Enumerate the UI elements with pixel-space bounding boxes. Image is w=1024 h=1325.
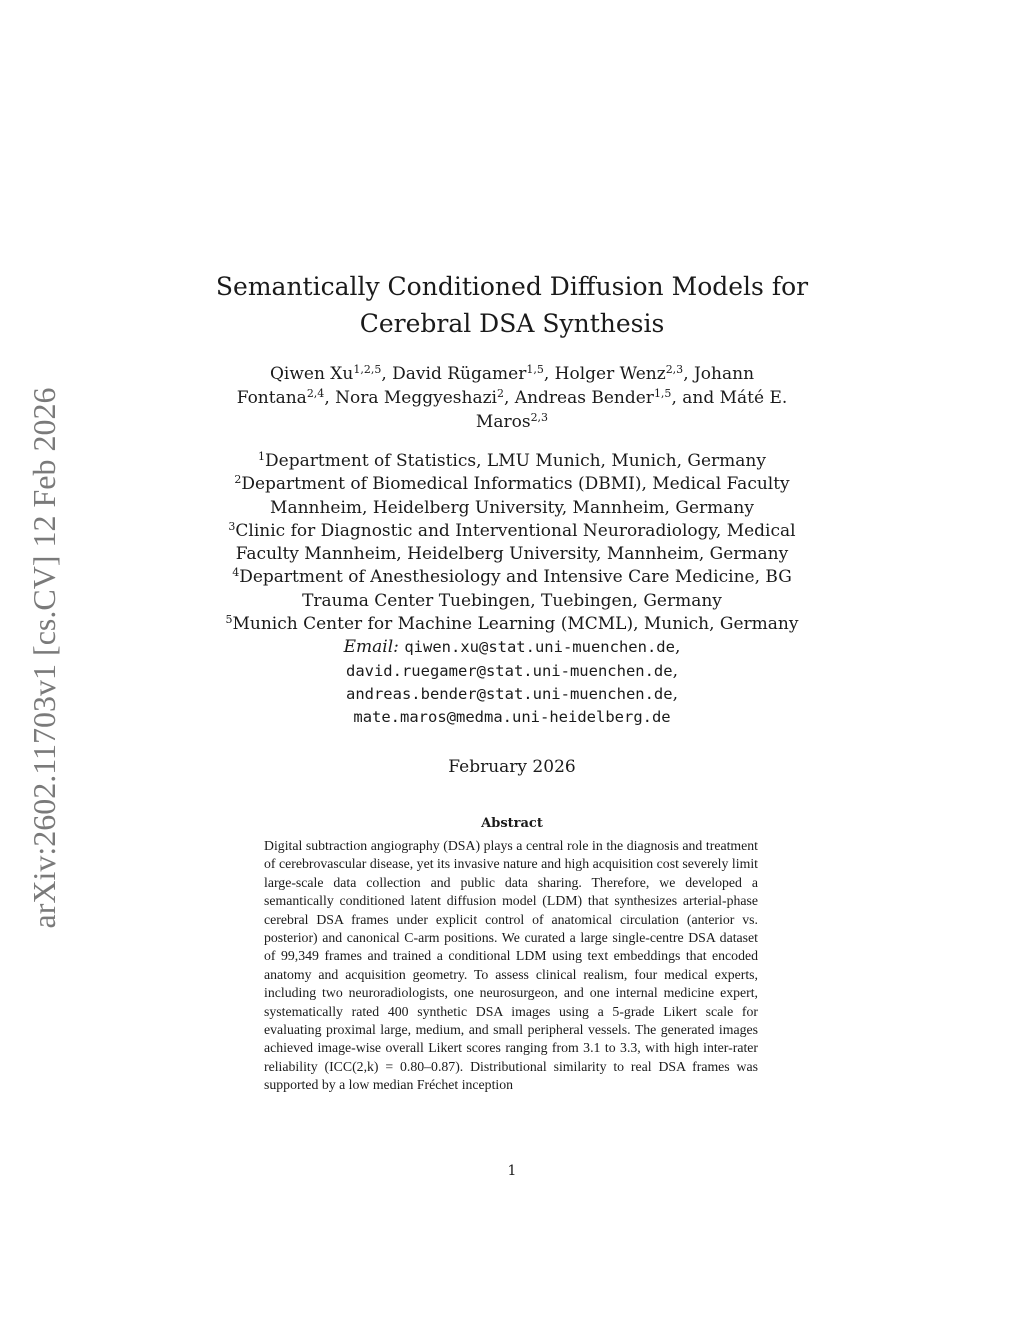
affiliation-superscript: 4 (232, 566, 240, 580)
author-line-2 (200, 386, 824, 410)
author-superscript: 1,2,5 (353, 362, 382, 376)
affiliation-text: Department of Biomedical Informatics (DBMI), Medical Faculty (241, 474, 790, 495)
email-link[interactable]: mate.maros@medma.uni-heidelberg.de (353, 708, 671, 727)
email-line-1 (190, 636, 834, 659)
affiliation-4-cont: Trauma Center Tuebingen, Tuebingen, Germany (302, 590, 722, 611)
author-name: , Johann (683, 364, 755, 384)
affiliation-2 (190, 473, 834, 496)
author-name: , Holger Wenz (543, 364, 666, 384)
author-name: , Andreas Bender (504, 388, 654, 408)
abstract-text: Digital subtraction angiography (DSA) plays a central role in the diagnosis and treatment of cerebrovascular disease, yet its invasive nature and high acquisition cost severely limit large-scale data collection and public data sharing. Therefore, we developed a semantically conditioned latent diffusion model (LDM) that synthesizes arterial-phase cerebral DSA frames under explicit control of anatomical circulation (anterior vs. posterior) and canonical C-arm positions. We curated a large single-centre DSA dataset of 99,349 frames and trained a conditional LDM using text embeddings that encoded anatomy and acquisition geometry. To assess clinical realism, four medical experts, including two neuroradiologists, one neurosurgeon, and one internal medicine expert, systematically rated 400 synthetic DSA images using a 5-grade Likert scale for evaluating proximal large, medium, and small peripheral vessels. The generated images achieved image-wise overall Likert scores ranging from 3.1 to 3.3, with high inter-rater reliability (ICC(2,k) = 0.80–0.87). Distributional similarity to real DSA frames was supported by a low median Fréchet inception (264, 838, 758, 1093)
title-line-2: Cerebral DSA Synthesis (359, 309, 665, 338)
author-superscript: 2,3 (665, 362, 684, 376)
email-separator: , (672, 683, 679, 704)
paper-title (212, 268, 812, 342)
abstract-body (264, 837, 758, 1095)
affiliation-5 (190, 613, 834, 636)
author-name: , and Máté E. (671, 388, 788, 408)
affiliation-3 (190, 520, 834, 543)
author-line-1 (200, 362, 824, 386)
email-line-2 (190, 660, 834, 683)
affiliation-2-cont: Mannheim, Heidelberg University, Mannheim, Germany (270, 497, 754, 518)
title-line-1: Semantically Conditioned Diffusion Models for (215, 272, 809, 301)
email-link[interactable]: qiwen.xu@stat.uni-muenchen.de (404, 638, 675, 657)
affiliation-superscript: 3 (228, 519, 236, 533)
publication-date: February 2026 (448, 757, 576, 777)
author-list (200, 362, 824, 434)
affiliation-text: Department of Anesthesiology and Intensive Care Medicine, BG (239, 567, 792, 588)
author-name: Qiwen Xu (269, 364, 354, 384)
page-number: 1 (507, 1163, 517, 1179)
author-name: Fontana (236, 388, 307, 408)
affiliation-superscript: 5 (225, 613, 233, 627)
author-name: , Nora Meggyeshazi (324, 388, 497, 408)
email-link[interactable]: david.ruegamer@stat.uni-muenchen.de (345, 661, 673, 680)
author-superscript: 2,3 (530, 410, 549, 424)
affiliation-text: Munich Center for Machine Learning (MCML), Munich, Germany (232, 614, 799, 635)
affiliation-superscript: 1 (258, 449, 266, 463)
author-line-3 (200, 410, 824, 434)
affiliations (190, 450, 834, 730)
author-name: , David Rügamer (381, 364, 527, 384)
affiliation-4 (190, 566, 834, 589)
email-line-3 (190, 683, 834, 706)
email-link[interactable]: andreas.bender@stat.uni-muenchen.de (345, 684, 673, 703)
email-label: Email: (343, 637, 399, 658)
abstract-heading: Abstract (481, 816, 543, 831)
email-separator: , (674, 637, 681, 658)
author-superscript: 2,4 (306, 386, 325, 400)
affiliation-text: Clinic for Diagnostic and Interventional Neuroradiology, Medical (235, 520, 796, 541)
affiliation-text: Department of Statistics, LMU Munich, Munich, Germany (265, 451, 766, 471)
author-superscript: 1,5 (526, 362, 544, 376)
author-superscript: 2 (497, 386, 504, 400)
affiliation-1 (190, 450, 834, 473)
email-separator: , (672, 660, 679, 681)
arxiv-identifier: arXiv:2602.11703v1 [cs.CV] 12 Feb 2026 (26, 387, 62, 929)
author-superscript: 1,5 (653, 386, 672, 400)
affiliation-3-cont: Faculty Mannheim, Heidelberg University, Mannheim, Germany (235, 544, 789, 565)
affiliation-superscript: 2 (234, 473, 242, 487)
author-name: Maros (475, 412, 531, 432)
email-line-4 (190, 706, 834, 729)
